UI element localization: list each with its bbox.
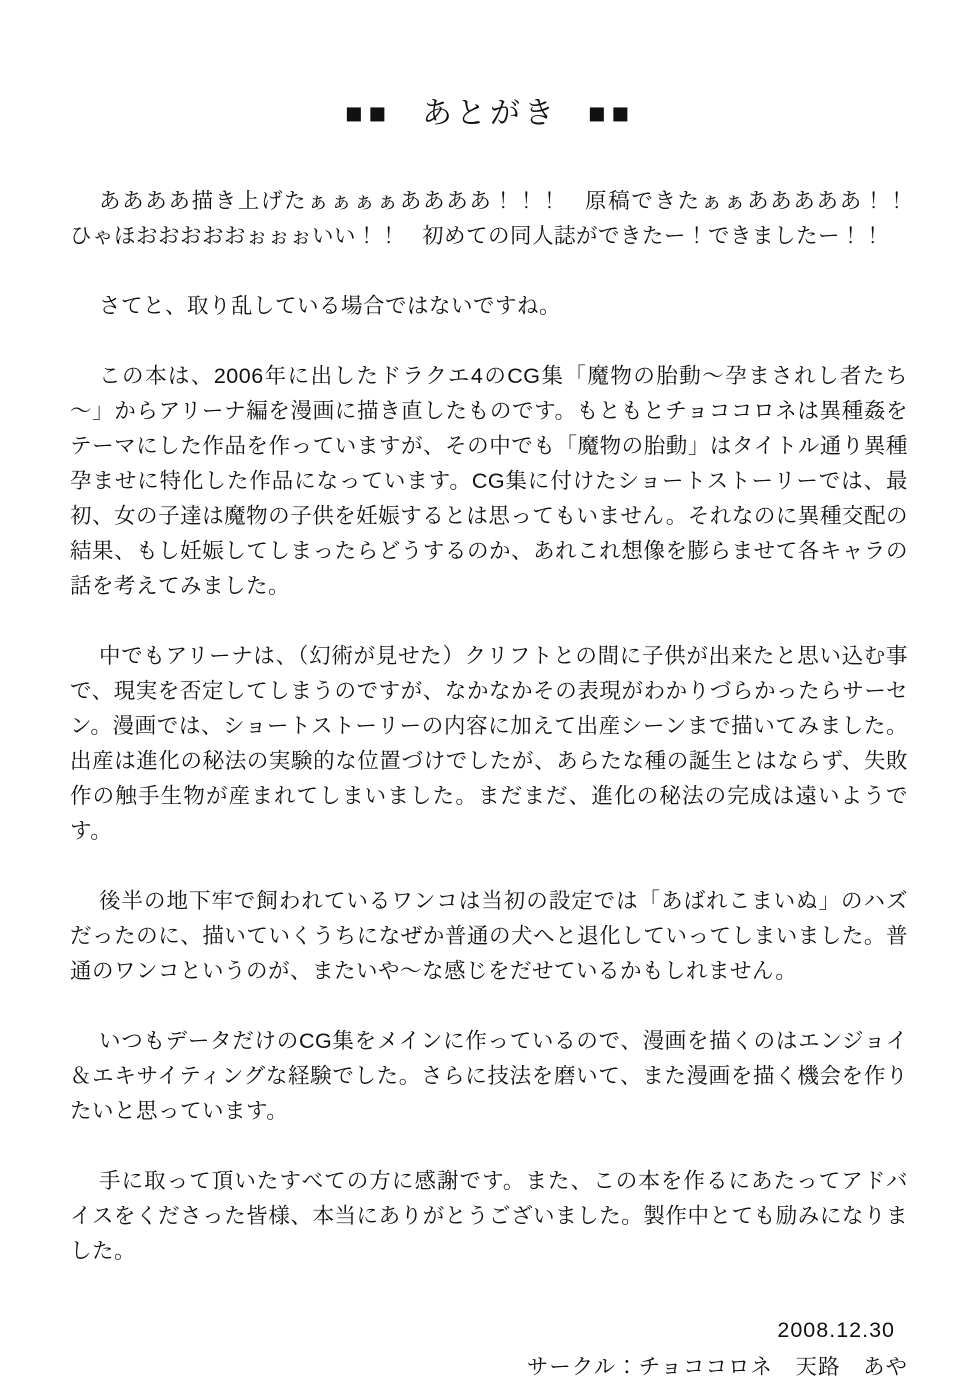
- title-square-marks-left-icon: ■■: [344, 98, 392, 130]
- paragraph-thanks: 手に取って頂いたすべての方に感謝です。また、この本を作るにあたってアドバイスをくださった皆様、本当にありがとうございました。製作中とても励みになりました。: [70, 1169, 908, 1263]
- circle-credit: サークル：チョココロネ 天路 あや: [526, 1355, 908, 1379]
- signature-block: [70, 1312, 908, 1384]
- publication-date: 2008.12.30: [777, 1318, 895, 1342]
- paragraph-alena-story: 中でもアリーナは、（幻術が見せた）クリフトとの間に子供が出来たと思い込む事で、現実を否定してしまうのですが、なかなかその表現がわかりづらかったらサーセン。漫画では、ショートストーリーの内容に加えて出産シーンまで描いてみました。出産は進化の秘法の実験的な位置づけでしたが、あらたな種の誕生とはならず、失敗作の触手生物が産まれてしまいました。まだまだ、進化の秘法の完成は遠いようです。: [70, 644, 908, 843]
- paragraph-book-origin: この本は、2006年に出したドラクエ4のCG集「魔物の胎動～孕まされし者たち～」からアリーナ編を漫画に描き直したものです。もともとチョココロネは異種姦をテーマにした作品を作っていますが、その中でも「魔物の胎動」はタイトル通り異種孕ませに特化した作品になっています。CG集に付けたショートストーリーでは、最初、女の子達は魔物の子供を妊娠するとは思ってもいません。それなのに異種交配の結果、もし妊娠してしまったらどうするのか、あれこれ想像を膨らませて各キャラの話を考えてみました。: [70, 364, 908, 598]
- paragraph-composure: さてと、取り乱している場合ではないですね。: [99, 294, 562, 318]
- paragraph-dog-setting: 後半の地下牢で飼われているワンコは当初の設定では「あばれこまいぬ」のハズだったのに、描いていくうちになぜか普通の犬へと退化していってしまいました。普通のワンコというのが、またいや～な感じをだせているかもしれません。: [70, 889, 908, 983]
- paragraph-manga-experience: いつもデータだけのCG集をメインに作っているので、漫画を描くのはエンジョイ＆エキサイティングな経験でした。さらに技法を磨いて、また漫画を描く機会を作りたいと思っています。: [70, 1029, 908, 1123]
- page-title: [0, 0, 980, 134]
- page-title-text: あとがき: [422, 97, 558, 130]
- afterword-body: [70, 184, 931, 1384]
- paragraph-exclamation: ああああ描き上げたぁぁぁぁああああ！！！ 原稿できたぁぁあああああ！！ ひゃほおおおおおぉぉぉいい！！ 初めての同人誌ができたー！できましたー！！: [70, 189, 931, 248]
- title-square-marks-right-icon: ■■: [588, 98, 636, 130]
